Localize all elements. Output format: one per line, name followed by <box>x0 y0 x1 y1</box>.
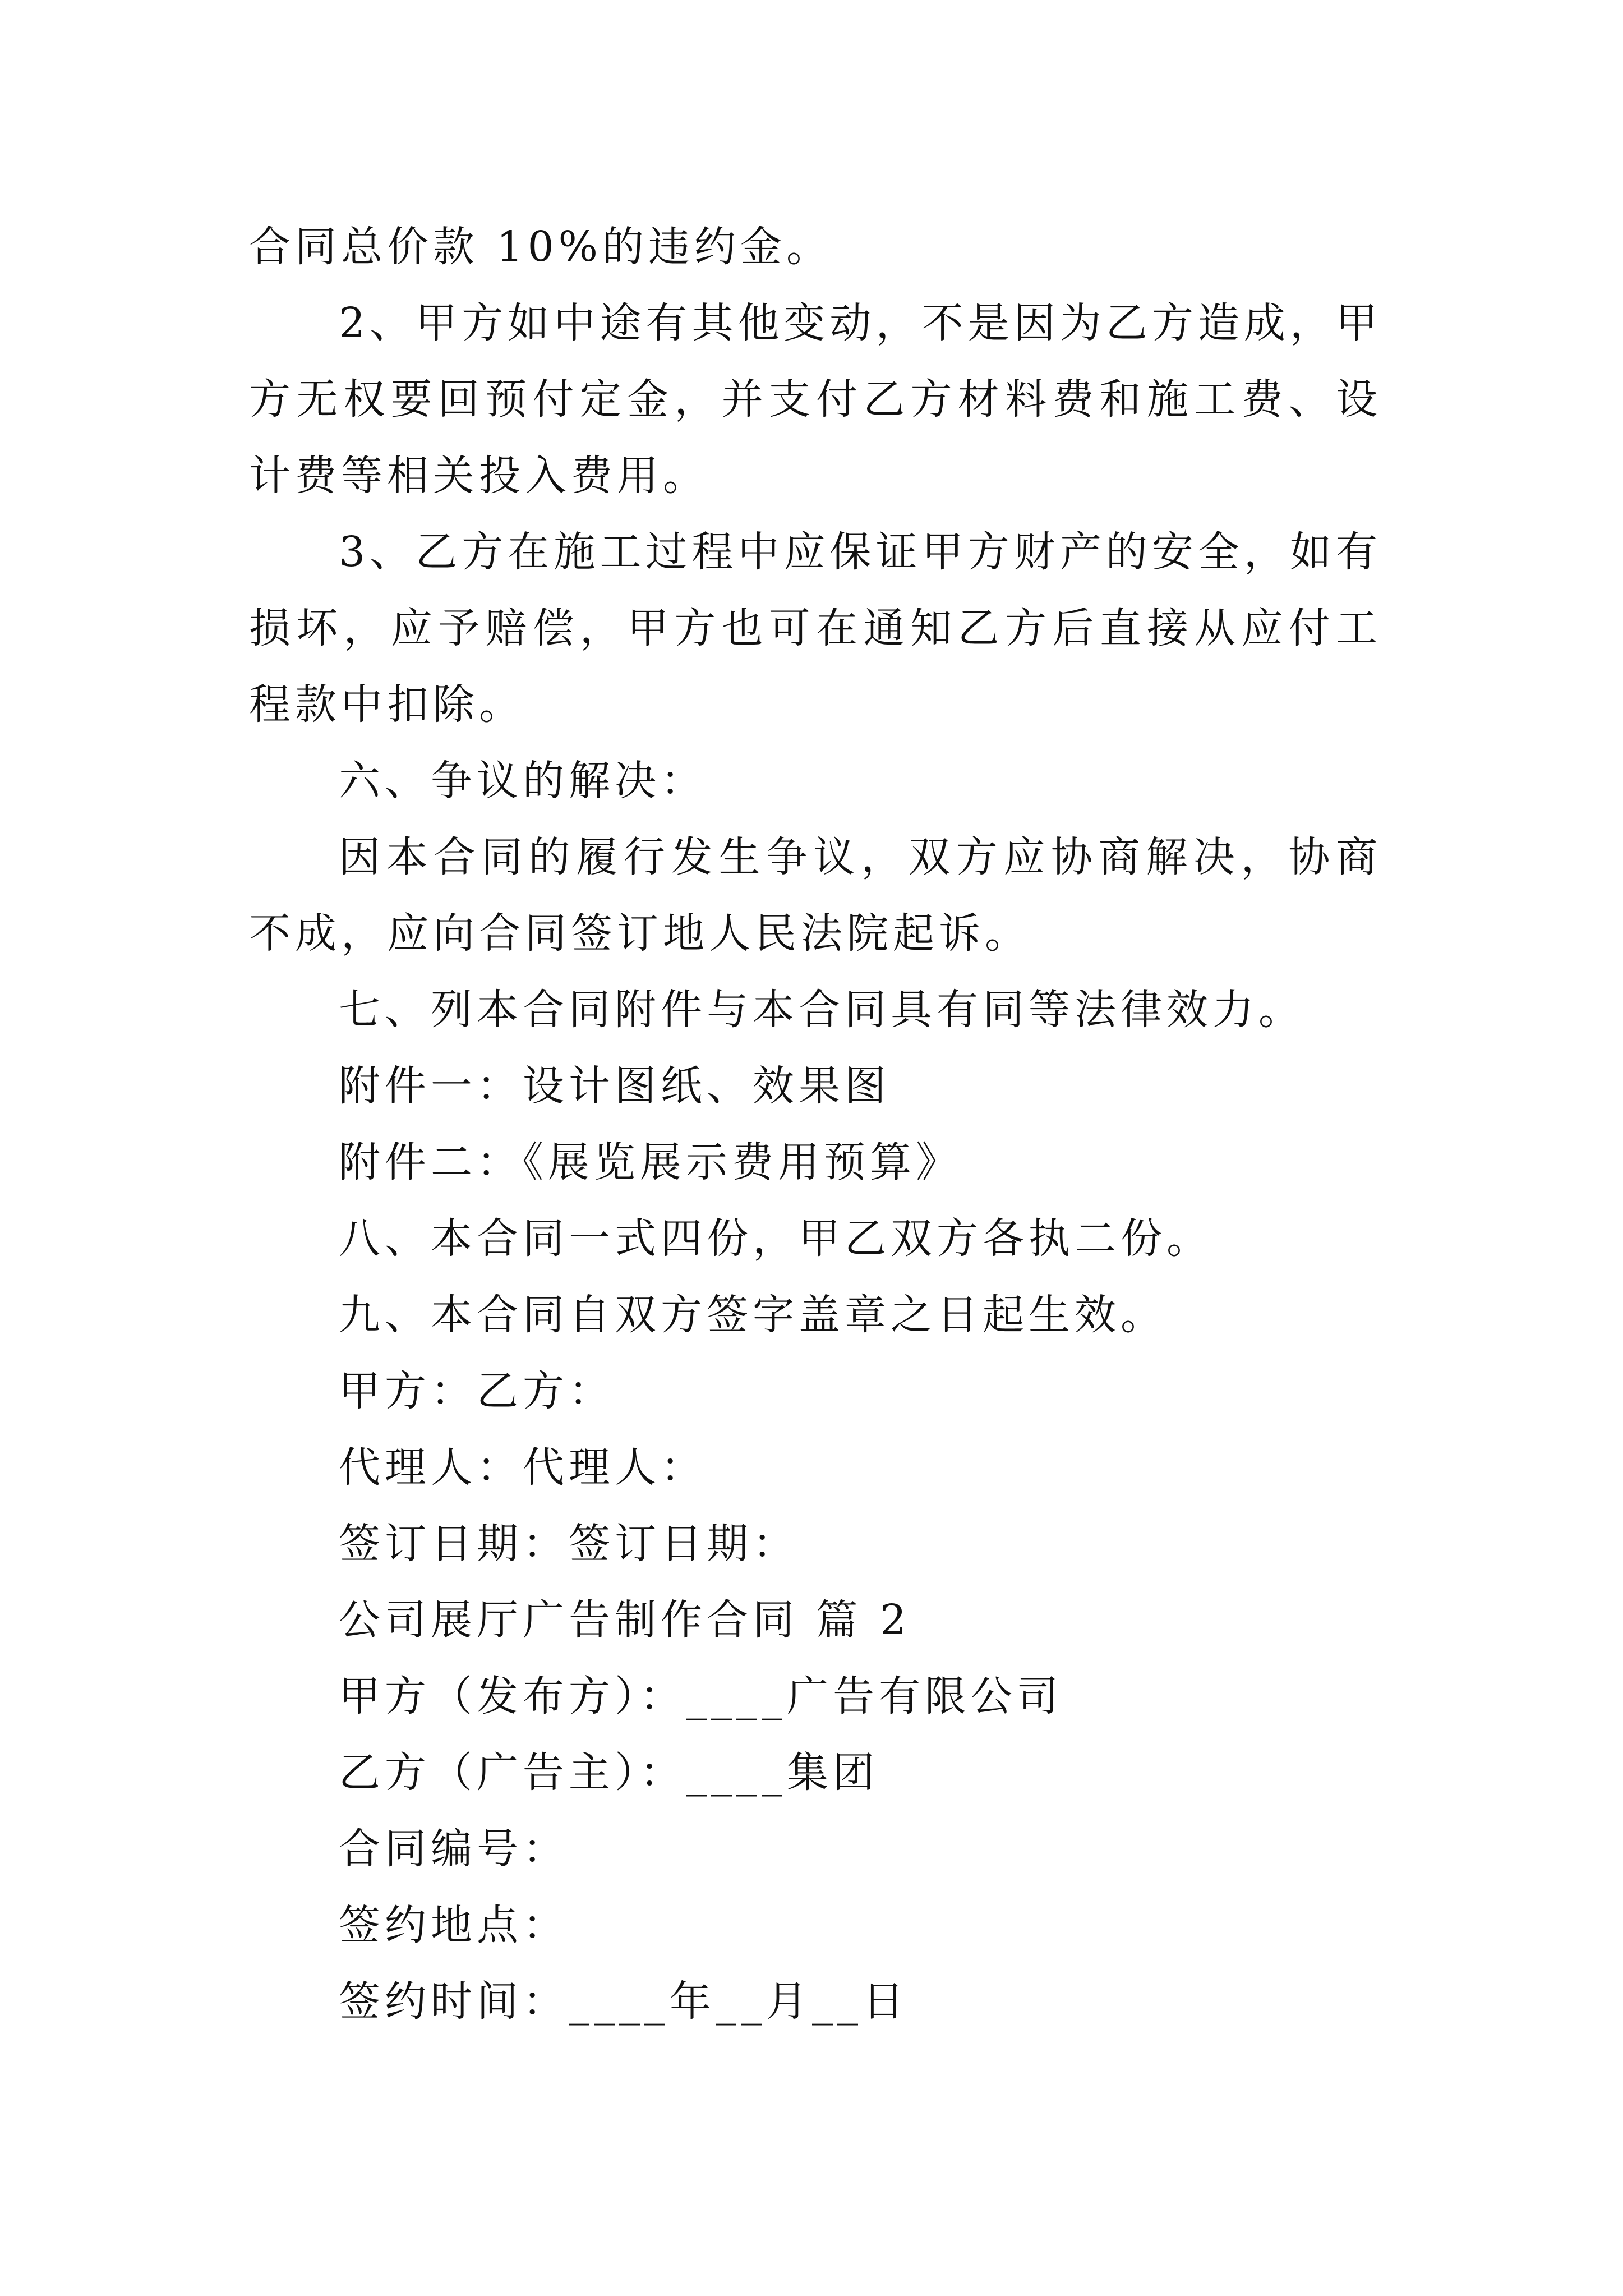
signature-agents: 代理人：代理人： <box>339 1443 707 1492</box>
section-heading-effective: 九、本合同自双方签字盖章之日起生效。 <box>339 1291 1166 1339</box>
section-heading-attachments: 七、列本合同附件与本合同具有同等法律效力。 <box>339 986 1304 1034</box>
attachment-item-2: 附件二：《展览展示费用预算》 <box>339 1138 962 1186</box>
signing-place: 签约地点： <box>339 1901 569 1949</box>
paragraph-penalty-continuation: 合同总价款 10%的违约金。 <box>249 223 832 271</box>
paragraph-dispute-resolution: 因本合同的履行发生争议，双方应协商解决，协商不成，应向合同签订地人民法院起诉。 <box>249 833 1382 958</box>
paragraph-clause-3: 3、乙方在施工过程中应保证甲方财产的安全，如有损坏，应予赔偿，甲方也可在通知乙方后直接从应付工程款中扣除。 <box>249 528 1382 729</box>
section-heading-dispute: 六、争议的解决： <box>339 757 707 805</box>
signing-time: 签约时间：____年__月__日 <box>339 1977 909 2026</box>
party-a-publisher: 甲方（发布方）：____广告有限公司 <box>339 1672 1063 1720</box>
contract-title-part-2: 公司展厅广告制作合同 篇 2 <box>339 1596 911 1644</box>
contract-number: 合同编号： <box>339 1825 569 1873</box>
party-b-advertiser: 乙方（广告主）：____集团 <box>339 1749 879 1797</box>
document-body <box>249 209 1382 2040</box>
section-heading-copies: 八、本合同一式四份，甲乙双方各执二份。 <box>339 1214 1212 1263</box>
signature-parties: 甲方：乙方： <box>339 1367 615 1415</box>
signature-dates: 签订日期：签订日期： <box>339 1520 799 1568</box>
attachment-item-1: 附件一：设计图纸、效果图 <box>339 1062 891 1110</box>
paragraph-clause-2: 2、甲方如中途有其他变动，不是因为乙方造成，甲方无权要回预付定金，并支付乙方材料费和施工费、设计费等相关投入费用。 <box>249 299 1382 500</box>
